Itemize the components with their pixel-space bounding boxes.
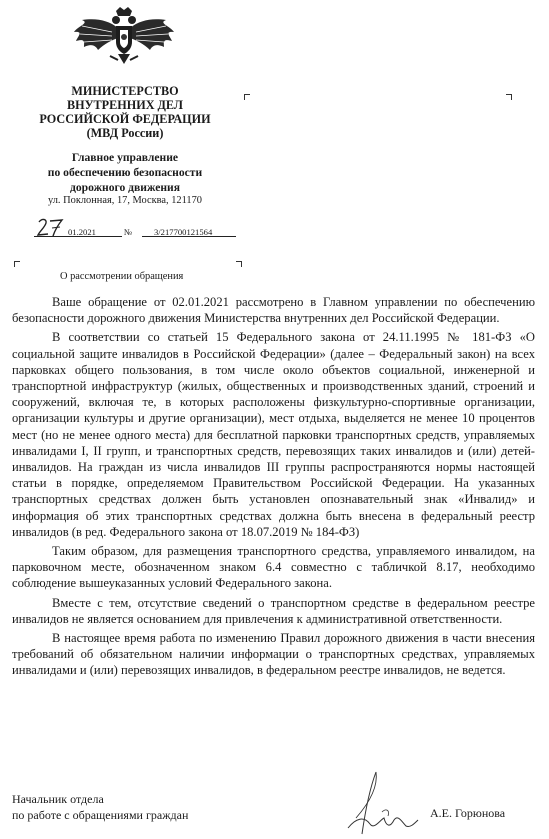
department-line: дорожного движения [69,181,180,194]
address-corner-mark [244,94,250,100]
position-line: Начальник отдела [12,792,104,806]
ministry-line: ВНУТРЕННИХ ДЕЛ [67,98,183,112]
registration-number: 3/217700121564 [154,227,213,237]
body-paragraph: В настоящее время работа по изменению Правил дорожного движения в части внесения требований об обязательном наличии информации о транспортных средствах, управляемых инвалидами и (или) перевозящих инвалидов, в федеральном реестре инвалидов, не ведется. [12,631,535,678]
eagle-emblem-icon [72,6,176,68]
body-paragraph: Ваше обращение от 02.01.2021 рассмотрено в Главном управлении по обеспечению безопасности дорожного движения Министерства внутренних дел Российской Федерации. [12,295,535,326]
number-underline [142,236,236,237]
subject-corner-mark [236,261,242,267]
date-underline [34,236,122,237]
department-line: по обеспечению безопасности [47,166,203,179]
address-corner-mark [506,94,512,100]
handwritten-signature-icon [336,768,422,839]
ministry-line: (МВД России) [86,126,164,140]
body-paragraph: В соответствии со статьей 15 Федерального закона от 24.11.1995 № 181-ФЗ «О социальной защите инвалидов в Российской Федерации» (далее – Федеральный закон) на всех парковках общего пользования, в том числе около объектов социальной, инженерной и транспортной инфраструктур (жилых, общественных и производственных зданий, строений и сооружений, включая те, в которых расположены физкультурно-спортивные организации, организации культуры и другие организации), мест отдыха, выделяется не менее 10 процентов мест (но не менее одного места) для бесплатной парковки транспортных средств, управляемых инвалидами I, II групп, и транспортных средств, перевозящих таких инвалидов и (или) детей-инвалидов. На граждан из числа инвалидов III группы распространяются нормы настоящей статьи в порядке, определяемом Правительством Российской Федерации. На указанных транспортных средствах должен быть установлен опознавательный знак «Инвалид» и информация об этих транспортных средствах должна быть внесена в федеральный реестр инвалидов (в ред. Федерального закона от 18.07.2019 № 184-ФЗ) [12,330,535,539]
body-paragraph: Таким образом, для размещения транспортного средства, управляемого инвалидом, на парковочном месте, обозначенном знаком 6.4 совместно с табличкой 8.17, необходимо соблюдение вышеуказанных условий Федерального закона. [12,544,535,591]
department-line: Главное управление [71,151,179,164]
subject-corner-mark [14,261,20,267]
ministry-line: МИНИСТЕРСТВО [71,84,179,98]
letter-body [12,294,535,682]
body-paragraph: Вместе с тем, отсутствие сведений о транспортном средстве в федеральном реестре инвалидов не является основанием для привлечения к административной ответственности. [12,595,535,626]
ministry-name [20,84,230,140]
department-address: ул. Поклонная, 17, Москва, 121170 [48,195,202,206]
signatory-position [12,791,188,823]
handwritten-day-icon [36,216,66,238]
registration-line [34,216,244,240]
letter-subject: О рассмотрении обращения [60,271,184,282]
number-sign: № [124,227,133,237]
registration-date: 01.2021 [68,227,96,237]
signatory-name: А.Е. Горюнова [430,806,506,820]
department-name [20,150,230,195]
position-line: по работе с обращениями граждан [12,808,189,822]
ministry-line: РОССИЙСКОЙ ФЕДЕРАЦИИ [39,112,211,126]
